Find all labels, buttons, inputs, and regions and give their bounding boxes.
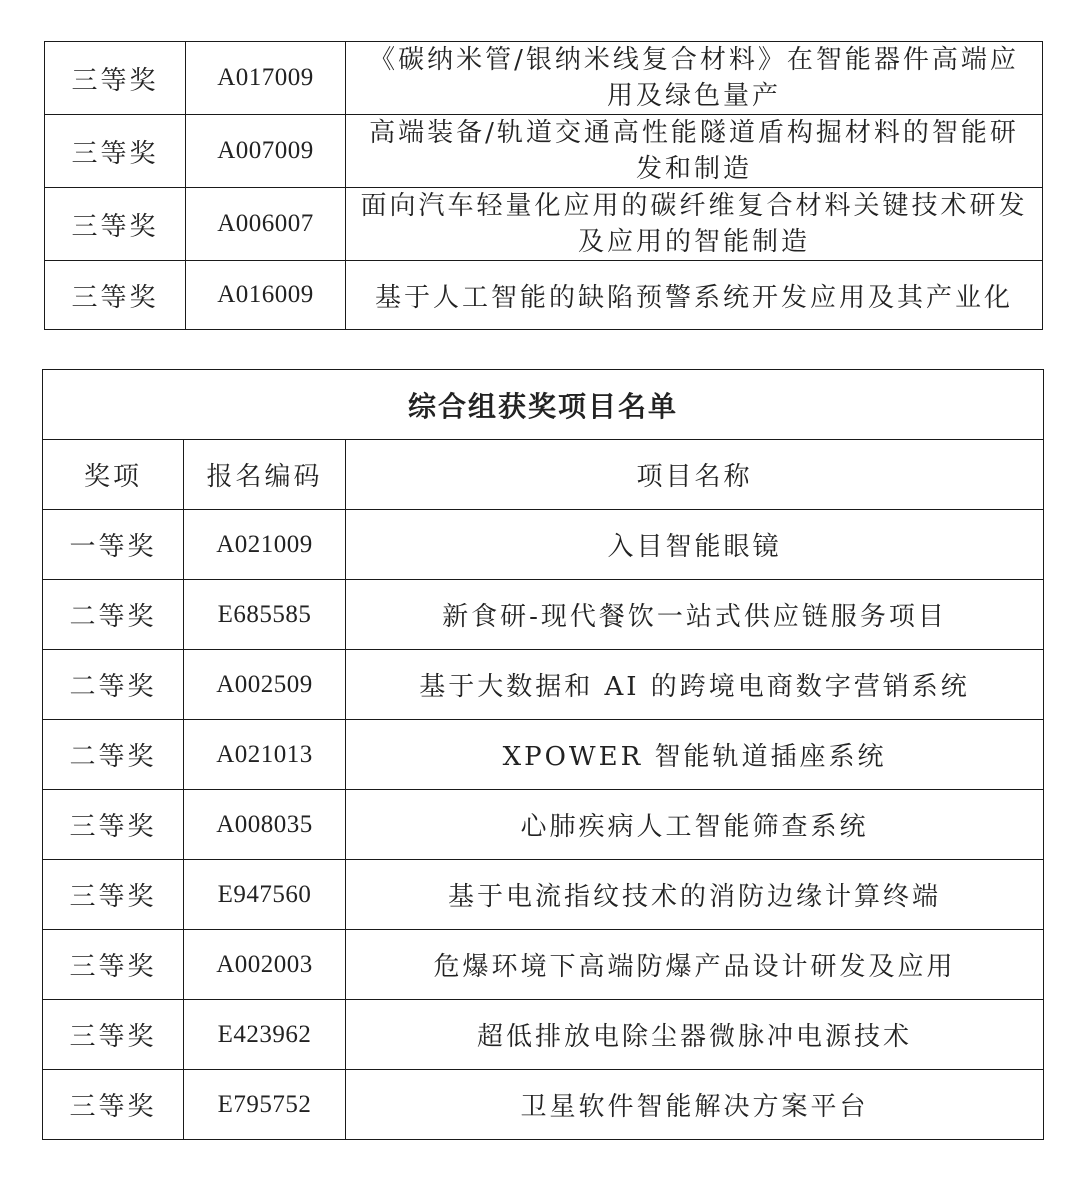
code-cell: A008035 [184,790,346,860]
award-cell: 一等奖 [43,510,184,580]
code-cell: A017009 [186,42,346,115]
header-project-name: 项目名称 [346,440,1044,510]
table-title-row [43,370,1044,440]
award-cell: 三等奖 [43,1000,184,1070]
project-name-cell: 《碳纳米管/银纳米线复合材料》在智能器件高端应用及绿色量产 [346,42,1043,115]
table-row [43,650,1044,720]
code-cell: A007009 [186,115,346,188]
table-row [43,580,1044,650]
project-name-cell: 高端装备/轨道交通高性能隧道盾构掘材料的智能研发和制造 [346,115,1043,188]
table-header-row [43,440,1044,510]
code-cell: A021009 [184,510,346,580]
table-row [45,188,1043,261]
award-cell: 二等奖 [43,580,184,650]
project-name-cell: 新食研-现代餐饮一站式供应链服务项目 [346,580,1044,650]
award-cell: 三等奖 [45,261,186,330]
code-cell: A002003 [184,930,346,1000]
award-cell: 三等奖 [43,860,184,930]
project-name-cell: 基于人工智能的缺陷预警系统开发应用及其产业化 [346,261,1043,330]
project-name-cell: 卫星软件智能解决方案平台 [346,1070,1044,1140]
project-name-cell: 基于电流指纹技术的消防边缘计算终端 [346,860,1044,930]
award-cell: 二等奖 [43,720,184,790]
award-table-continued [44,41,1043,330]
table-row [43,720,1044,790]
award-cell: 三等奖 [43,930,184,1000]
code-cell: E423962 [184,1000,346,1070]
table-row [43,1000,1044,1070]
comprehensive-group-award-table [42,369,1044,1140]
award-cell: 三等奖 [43,1070,184,1140]
project-name-cell: 入目智能眼镜 [346,510,1044,580]
project-name-cell: 危爆环境下高端防爆产品设计研发及应用 [346,930,1044,1000]
project-name-cell: 基于大数据和 AI 的跨境电商数字营销系统 [346,650,1044,720]
award-cell: 三等奖 [45,115,186,188]
code-cell: E947560 [184,860,346,930]
award-cell: 三等奖 [45,188,186,261]
code-cell: A021013 [184,720,346,790]
code-cell: E795752 [184,1070,346,1140]
project-name-cell: 心肺疾病人工智能筛查系统 [346,790,1044,860]
table-row [43,860,1044,930]
project-name-cell: 超低排放电除尘器微脉冲电源技术 [346,1000,1044,1070]
code-cell: A016009 [186,261,346,330]
project-name-cell: XPOWER 智能轨道插座系统 [346,720,1044,790]
header-award: 奖项 [43,440,184,510]
table-row [45,261,1043,330]
code-cell: E685585 [184,580,346,650]
table-row [43,1070,1044,1140]
project-name-cell: 面向汽车轻量化应用的碳纤维复合材料关键技术研发及应用的智能制造 [346,188,1043,261]
table-row [45,42,1043,115]
table-row [43,930,1044,1000]
code-cell: A006007 [186,188,346,261]
award-cell: 三等奖 [43,790,184,860]
table-row [45,115,1043,188]
header-code: 报名编码 [184,440,346,510]
code-cell: A002509 [184,650,346,720]
table-row [43,510,1044,580]
award-cell: 二等奖 [43,650,184,720]
table-title: 综合组获奖项目名单 [43,370,1044,440]
table-row [43,790,1044,860]
award-cell: 三等奖 [45,42,186,115]
